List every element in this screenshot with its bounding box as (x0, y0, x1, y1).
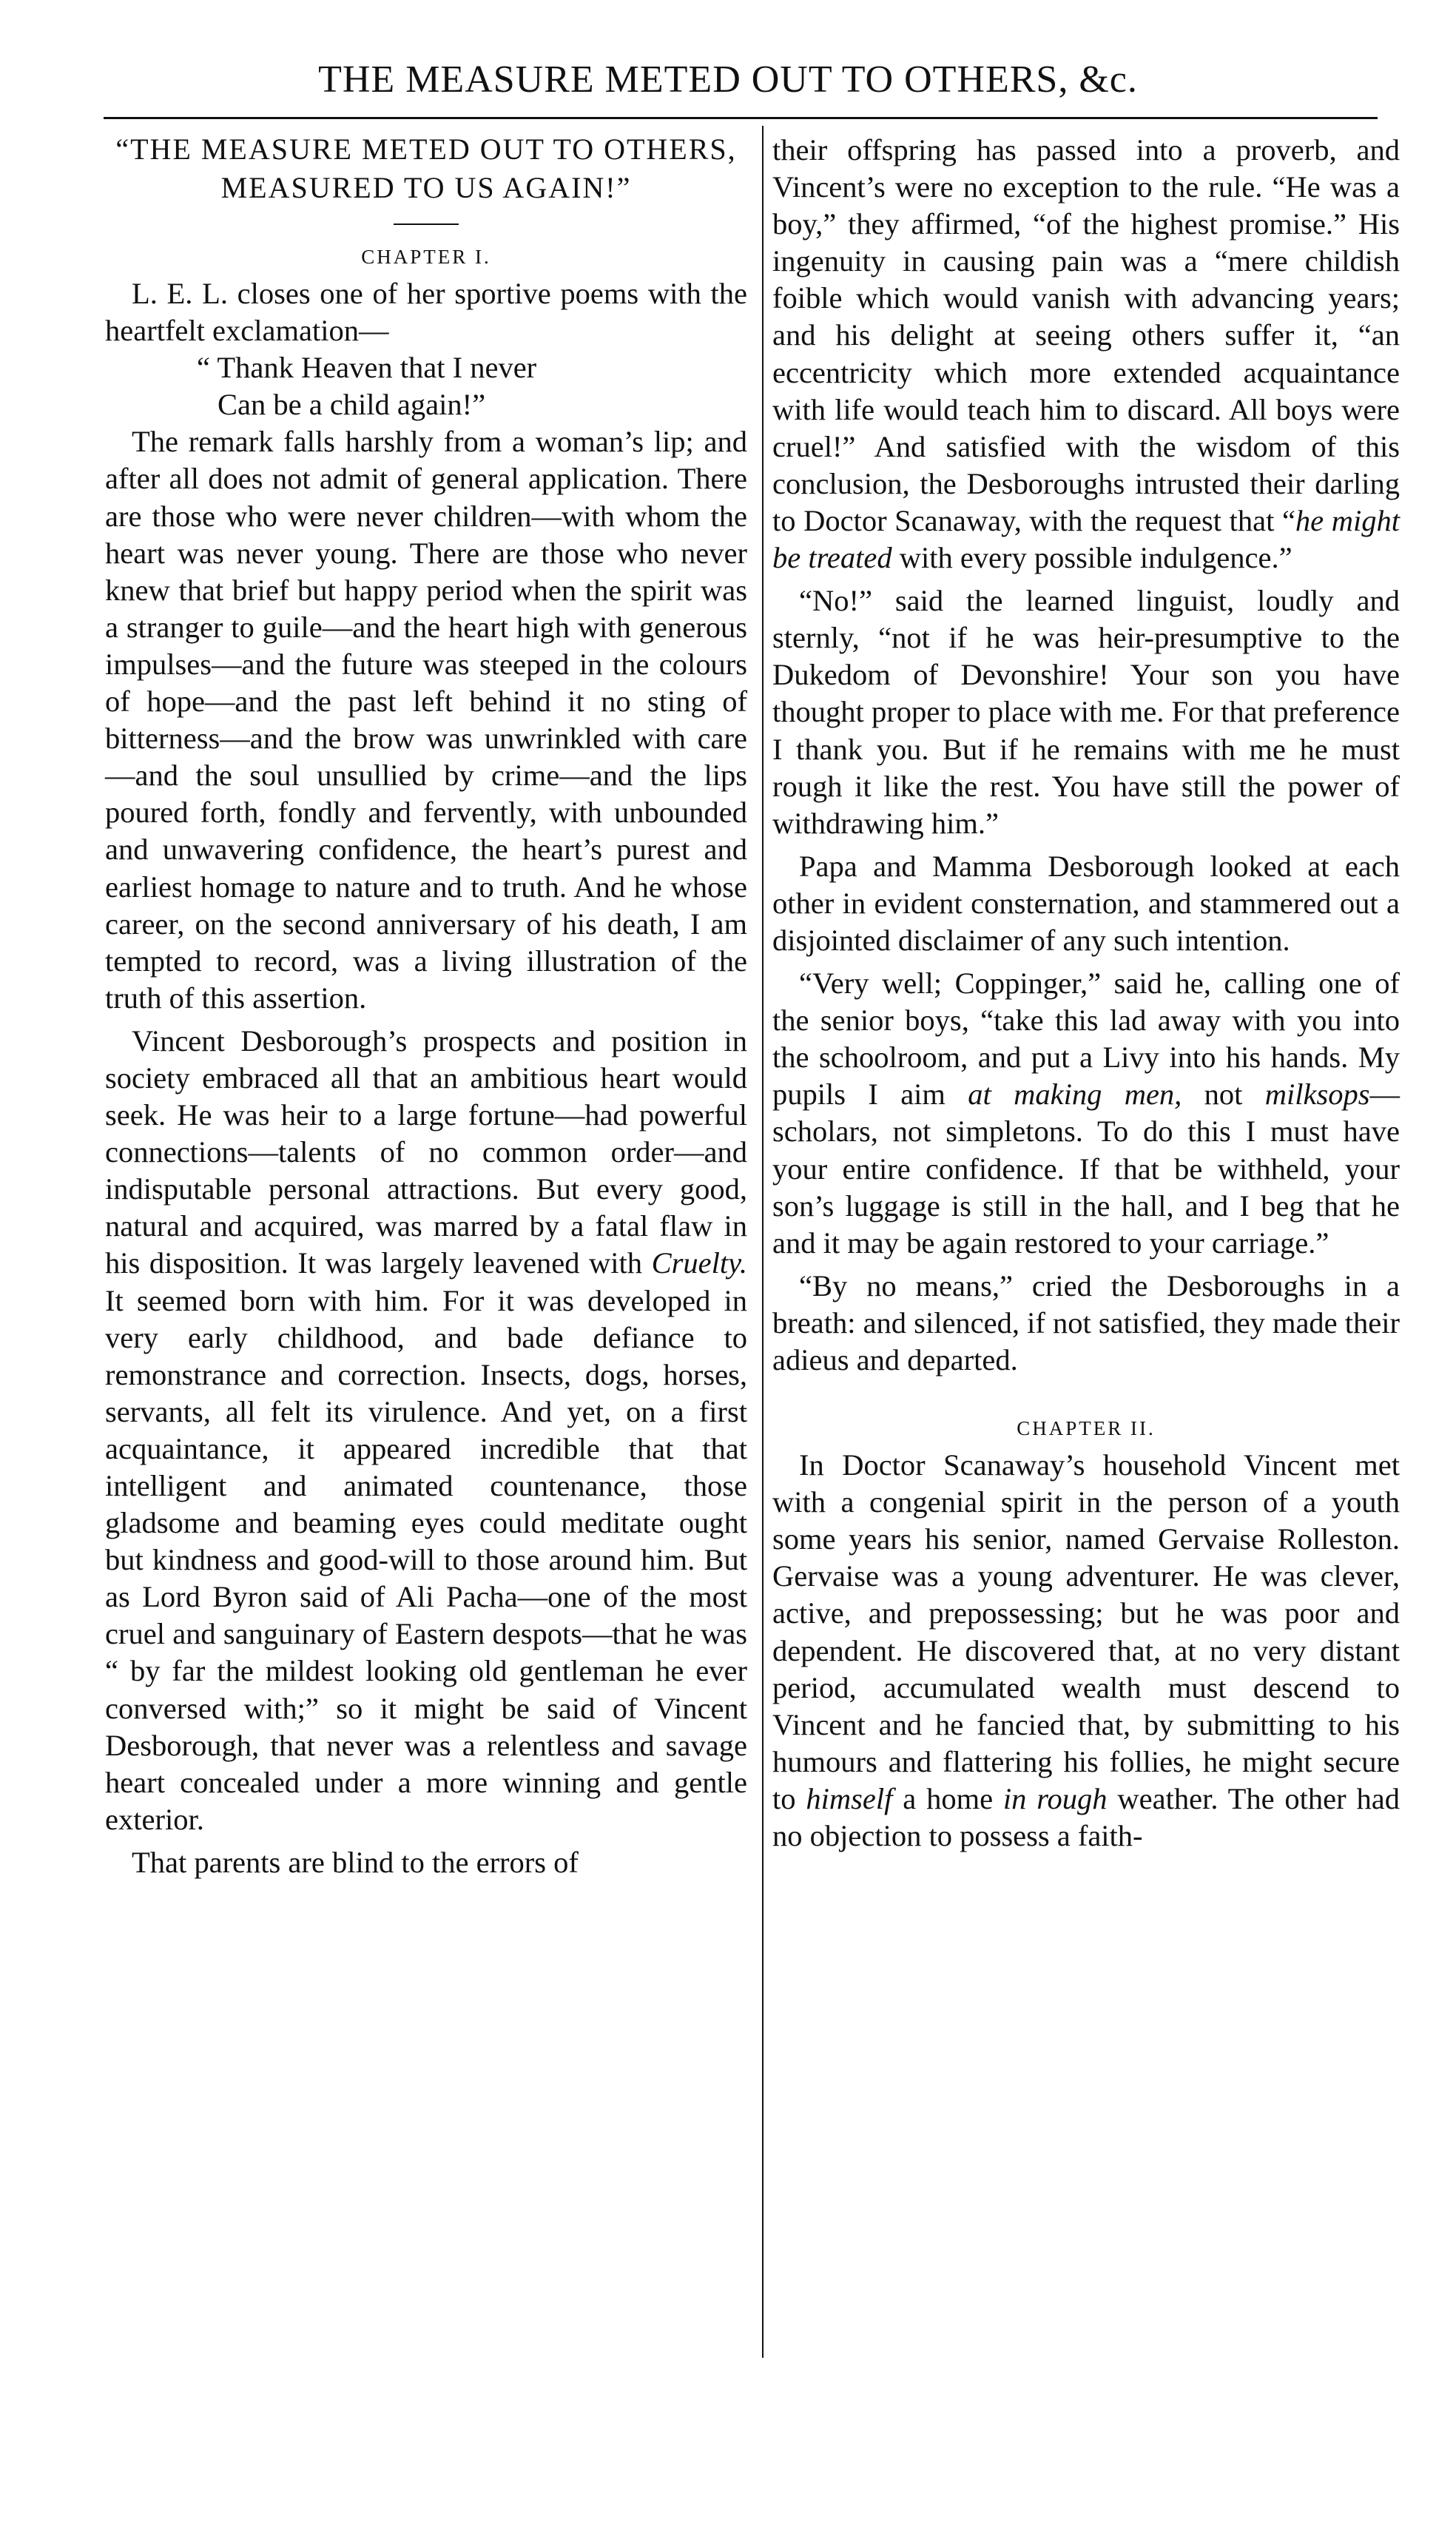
paragraph-4-text-b: with every possible indulgence.” (892, 541, 1292, 575)
paragraph-8: “By no means,” cried the Desboroughs in a breath: and silenced, if not satisfied, they made their adieus and departed. (772, 1268, 1400, 1376)
chapter-1-heading: CHAPTER I. (361, 246, 491, 268)
paragraph-9 (772, 1447, 1400, 1855)
paragraph-7 (772, 965, 1400, 1262)
title-rule (394, 223, 459, 225)
running-header: THE MEASURE METED OUT TO OTHERS, &c. (318, 58, 1138, 101)
column-divider (762, 126, 764, 2358)
paragraph-7-text-b: not (1182, 1078, 1265, 1112)
paragraph-2: The remark falls harshly from a woman’s lip; and after all does not admit of general application. There are those who were never children—with whom the heart was never young. There are those who never knew that brief but happy period when the spirit was a stranger to guile—and the heart high with generous impulses—and the future was steeped in the colours of hope—and the past left behind it no sting of bitterness—and the brow was unwrinkled with care—and the soul unsullied by crime—and the lips poured forth, fondly and fervently, with unbounded and unwavering confidence, the heart’s purest and earliest homage to nature and to truth. And he whose career, on the second anniversary of his death, I am tempted to record, was a living illustration of the truth of this assertion. (105, 425, 747, 1015)
paragraph-4-start: That parents are blind to the errors of (132, 1845, 579, 1879)
paragraph-9-text-b: a home (892, 1781, 1003, 1815)
paragraph-7-text-c: —scholars, not simpletons. To do this I must have your entire confidence. If that be withheld, your son’s luggage is still in the hall, and I beg that he and it may be again restored to your carriage.” (772, 1078, 1401, 1260)
verse-quote (105, 349, 747, 423)
left-column (105, 130, 747, 1881)
article-title (105, 130, 747, 207)
article-title-line-2: MEASURED TO US AGAIN!” (220, 171, 632, 204)
verse-line-1: “ Thank Heaven that I never (197, 351, 537, 385)
paragraph-9-italic-1: himself (806, 1781, 893, 1815)
paragraph-3 (105, 1023, 747, 1838)
paragraph-1: L. E. L. closes one of her sportive poems with the heartfelt exclamation— (105, 277, 747, 348)
right-column (772, 132, 1400, 1855)
paragraph-9-text-a: In Doctor Scanaway’s household Vincent met with a congenial spirit in the person of a youth some years his senior, named Gervaise Rolleston. Gervaise was a young adventurer. He was clever, active, and prepossessing; but he was poor and dependent. He discovered that, at no very distant period, accumulated wealth must descend to Vincent and he fancied that, by submitting to his humours and flattering his follies, he might secure to (772, 1448, 1400, 1815)
paragraph-3-text-a: Vincent Desborough’s prospects and position in society embraced all that an ambitious heart would seek. He was heir to a large fortune—had powerful connections—talents of no common order—and indisputable personal attractions. But every good, natural and acquired, was marred by a fatal flaw in his disposition. It was largely leavened with (105, 1023, 747, 1280)
paragraph-7-text-a: “Very well; Coppinger,” said he, calling one of the senior boys, “take this lad away with you into the schoolroom, and put a Livy into his hands. My pupils I aim (772, 967, 1400, 1112)
paragraph-6: Papa and Mamma Desborough looked at each other in evident consternation, and stammered out a disjointed disclaimer of any such intention. (772, 849, 1400, 957)
paragraph-3-text-b: It seemed born with him. For it was developed in very early childhood, and bade defiance to remonstrance and correction. Insects, dogs, horses, servants, all felt its virulence. And yet, on a first acquaintance, it appeared incredible that that intelligent and animated countenance, those gladsome and beaming eyes could meditate ought but kindness and good-will to those around him. But as Lord Byron said of Ali Pacha—one of the most cruel and sanguinary of Eastern despots—that he was “ by far the mildest looking old gentleman he ever conversed with;” so it might be said of Vincent Desborough, that never was a relentless and savage heart concealed under a more winning and gentle exterior. (105, 1283, 747, 1836)
paragraph-7-italic-2: milksops (1264, 1078, 1370, 1112)
verse-line-2: Can be a child again!” (218, 388, 486, 422)
header-rule (104, 117, 1378, 119)
paragraph-4-italic: he might be treated (772, 503, 1400, 575)
paragraph-4-continued (772, 132, 1400, 576)
chapter-2-heading: CHAPTER II. (1017, 1417, 1156, 1440)
paragraph-5: “No!” said the learned linguist, loudly and sternly, “not if he was heir-presumptive to the Dukedom of Devonshire! Your son you have thought proper to place with me. For that preference I thank you. But if he remains with me he must rough it like the rest. You have still the power of withdrawing him.” (772, 584, 1400, 840)
paragraph-3-italic: Cruelty. (651, 1246, 747, 1280)
paragraph-9-italic-2: in rough (1002, 1781, 1108, 1815)
paragraph-9-text-c: weather. The other had no objection to possess a faith- (772, 1781, 1400, 1853)
paragraph-7-italic-1: at making men, (968, 1078, 1182, 1112)
paragraph-4-text-a: their offspring has passed into a proverb, and Vincent’s were no exception to the rule. “He was a boy,” they affirmed, “of the highest promise.” His ingenuity in causing pain was a “mere childish foible which would vanish with advancing years; and his delight at seeing others suffer it, “an eccentricity which more extended acquaintance with life would teach him to discard. All boys were cruel!” And satisfied with the wisdom of this conclusion, the Desboroughs intrusted their darling to Doctor Scanaway, with the request that “ (772, 133, 1400, 537)
article-title-line-1: “THE MEASURE METED OUT TO OTHERS, (115, 132, 737, 166)
